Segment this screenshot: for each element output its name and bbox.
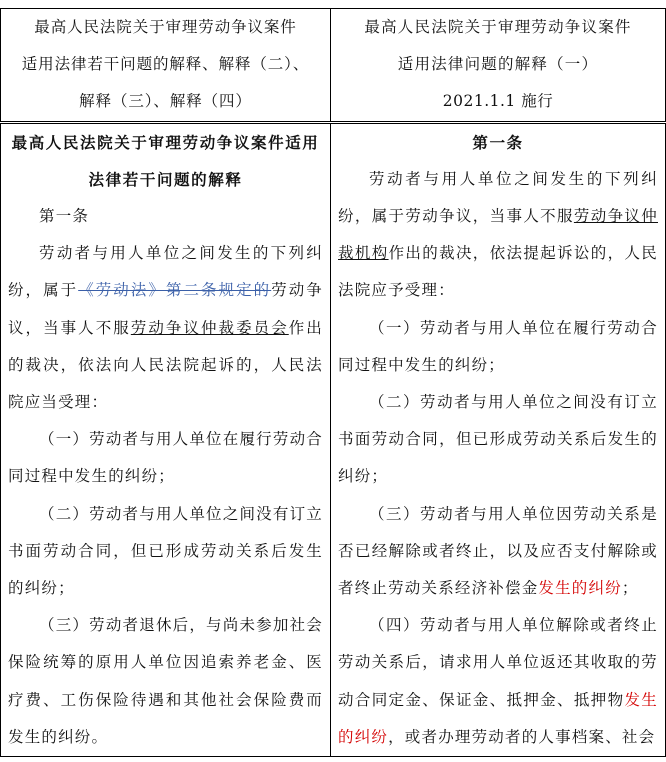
right-article-heading: 第一条 [472,132,524,152]
left-article-intro [8,235,323,421]
left-body-cell [1,122,331,756]
added-text: 发生的纠纷 [338,690,659,746]
deleted-text: 《劳动法》第二条规定的 [78,281,272,300]
right-body-cell [331,122,666,756]
left-title-line: 法律若干问题的解释 [88,169,243,189]
header-row [1,9,666,123]
header-right-line: 适用法律问题的解释（一） [397,55,599,74]
text-run: （四）劳动者与用人单位解除或者终止劳动关系后，请求用人单位返还其收取的劳动合同定金、保证金、抵押金、抵押物 [338,616,658,709]
added-text: 发生的纠纷 [538,579,622,598]
left-item-1: （一）劳动者与用人单位在履行劳动合同过程中发生的纠纷； [8,430,323,486]
text-run: ； [621,579,639,598]
text-run: 劳动者与用人单位之间发生的下列纠纷，属于 [8,244,323,300]
header-right-cell [331,9,666,123]
left-title-line: 最高人民法院关于审理劳动争议案件适用 [11,132,320,152]
left-item-2: （二）劳动者与用人单位之间没有订立书面劳动合同，但已形成劳动关系后发生的纠纷； [8,504,323,598]
header-left-line: 解释（三）、解释（四） [79,92,252,111]
comparison-table [0,8,666,757]
header-left-cell [1,9,331,123]
right-item-4 [338,607,658,756]
text-run: 劳动争议，当事人不服 [8,281,323,337]
right-article-intro [338,161,658,310]
body-row [1,122,666,756]
header-left-line: 适用法律若干问题的解释、解释（二）、 [21,55,310,74]
effective-date: 2021.1.1 施行 [442,92,554,111]
text-run: 作出的裁决，依法向人民法院起诉的，人民法院应当受理： [8,318,323,412]
left-item-3: （三）劳动者退休后，与尚未参加社会保险统筹的原用人单位因追索养老金、医疗费、工伤保险待遇和其他社会保险费而发生的纠纷。 [8,616,323,746]
right-item-2: （二）劳动者与用人单位之间没有订立书面劳动合同，但已形成劳动关系后发生的纠纷； [338,393,658,486]
header-left-line: 最高人民法院关于审理劳动争议案件 [34,18,297,36]
right-item-1: （一）劳动者与用人单位在履行劳动合同过程中发生的纠纷； [338,318,658,374]
right-item-3 [338,496,658,608]
left-article-heading: 第一条 [39,207,90,226]
text-run: 作出的裁决，依法提起诉讼的，人民法院应予受理： [338,244,659,300]
text-run: （三）劳动者与用人单位因劳动关系是否已经解除或者终止，以及应否支付解除或者终止劳动关系经济补偿金 [338,504,658,598]
header-right-line: 最高人民法院关于审理劳动争议案件 [364,18,632,36]
text-run: ，或者办理劳动者的人事档案、社会 [388,727,656,746]
underlined-text: 劳动争议仲裁委员会 [130,318,289,337]
text-run: 劳动者与用人单位之间发生的下列纠纷，属于劳动争议，当事人不服 [338,169,658,226]
underlined-text: 劳动争议仲裁机构 [338,207,658,263]
